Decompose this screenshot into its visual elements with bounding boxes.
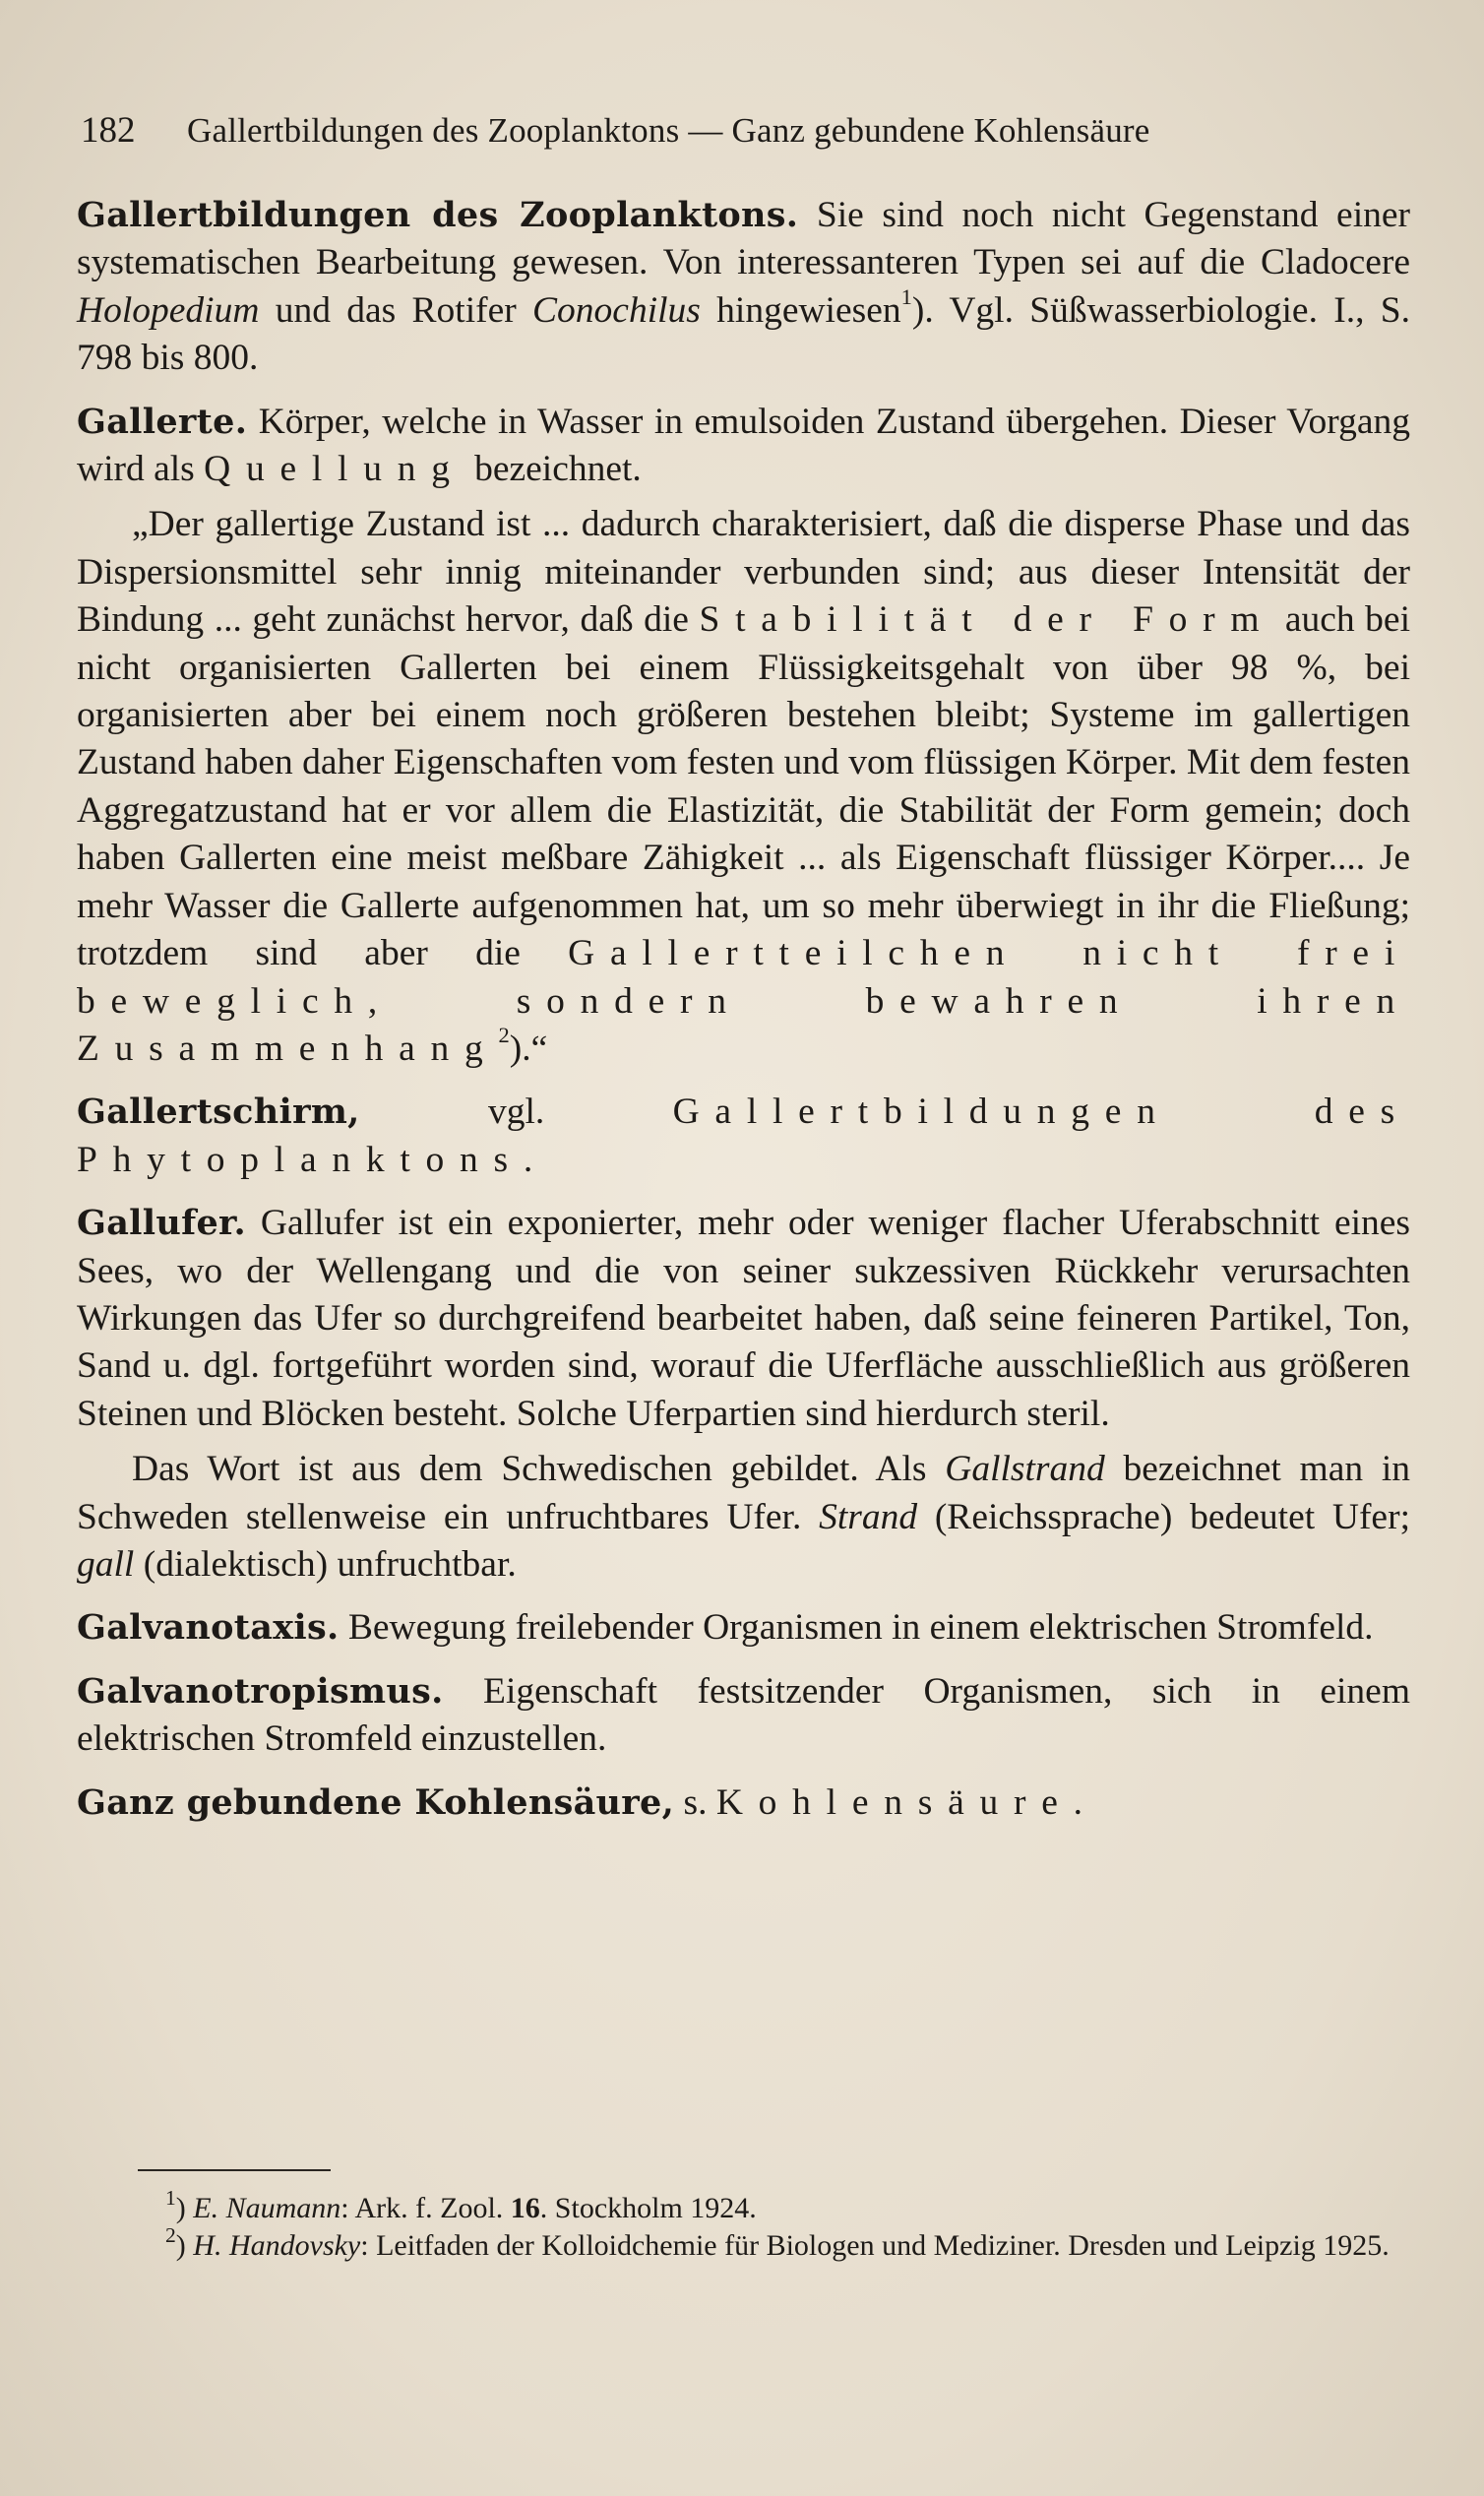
entry-gallufer-etymology: [77, 1446, 1410, 1589]
entry-text: s.: [674, 1781, 716, 1823]
page-body: [77, 192, 1410, 1842]
footnote-text: . Stockholm 1924.: [539, 2192, 757, 2224]
entry-text: hingewiesen: [700, 289, 901, 331]
footnote-marker: 2: [165, 2223, 176, 2248]
spaced-term: Gallertteilchen nicht frei beweglich, sondern bewahren ihren Zusammenhang: [77, 933, 1410, 1069]
entry-galvanotaxis: [77, 1604, 1410, 1652]
footnote-marker: 1: [165, 2186, 176, 2211]
spaced-term: Gallertbildungen des Phytoplanktons: [77, 1092, 1410, 1180]
entry-gallertschirm: [77, 1089, 1410, 1184]
entry-text: Gallufer ist ein exponierter, mehr oder weniger flacher Uferabschnitt eines Sees, wo der Wellengang und die von seiner sukzessiven Rückkehr verursachten Wirkungen das Ufer so durchgreifend bearbeitet haben, daß seine feineren Partikel, Ton, Sand u. dgl. fortgeführt worden sind, worauf die Uferfläche ausschließlich aus größeren Steinen und Blöcken besteht. Solche Uferpartien sind hierdurch steril.: [77, 1203, 1410, 1434]
page-number: 182: [81, 110, 136, 151]
entry-headword: Gallerte.: [77, 401, 248, 442]
entry-text: und das Rotifer: [259, 289, 533, 331]
italic-term: Gallstrand: [945, 1449, 1105, 1490]
entry-text: Das Wort ist aus dem Schwedischen gebildet. Als: [132, 1449, 946, 1490]
italic-term: gall: [77, 1543, 135, 1585]
footnote-ref: 1: [900, 283, 912, 309]
footnote-volume: 16: [510, 2192, 540, 2224]
entry-gallerte-quote: [77, 501, 1410, 1073]
footnote-1: $^1$) E. Naumann: Ark. f. Zool. 16. Stockholm 1924.: [165, 2186, 757, 2224]
entry-text: .: [523, 1139, 533, 1180]
entry-gallerte: [77, 399, 1410, 494]
entry-text: Bewegung freilebender Organismen in einem elektrischen Stromfeld.: [339, 1607, 1374, 1649]
entry-galvanotropismus: [77, 1668, 1410, 1764]
footnote-author: H. Handovsky: [193, 2229, 361, 2262]
entry-text: bezeichnet man in Schweden stellenweise ein unfruchtbares Ufer.: [77, 1449, 1410, 1537]
entry-text: Sie sind noch nicht Gegenstand einer systematischen Bearbeitung gewesen. Von interessanteren Typen sei auf die Cladocere: [77, 195, 1410, 283]
footnote-text: : Ark. f. Zool.: [340, 2192, 511, 2224]
genus-name: Conochilus: [532, 289, 701, 331]
entry-text: (Reichssprache) bedeutet Ufer;: [917, 1496, 1410, 1537]
entry-text: .: [1073, 1781, 1082, 1823]
footnote-text: : Leitfaden der Kolloidchemie für Biologen und Mediziner. Dresden und Leipzig 1925.: [360, 2229, 1390, 2262]
entry-ganz-gebundene-kohlensaeure: [77, 1779, 1410, 1827]
entry-headword: Galvanotaxis.: [77, 1607, 340, 1649]
entry-text: Körper, welche in Wasser in emulsoiden Zustand übergehen. Dieser Vorgang wird als: [77, 401, 1410, 490]
spaced-term: Quellung: [204, 449, 465, 490]
running-title: Gallertbildungen des Zooplanktons — Ganz gebundene Kohlensäure: [187, 111, 1150, 150]
entry-text: bezeichnet.: [464, 449, 642, 490]
entry-headword: Gallertbildungen des Zooplanktons.: [77, 195, 799, 235]
footnotes: [67, 2186, 1410, 2265]
footnote-ref: 2: [498, 1022, 510, 1047]
entry-text: (dialektisch) unfruchtbar.: [134, 1543, 517, 1585]
entry-text: ). Vgl. Süßwasserbiologie. I., S. 798 bis 800.: [77, 289, 1410, 379]
entry-headword: Gallufer.: [77, 1203, 247, 1244]
page-header: [81, 106, 1301, 156]
spaced-term: Stabilität der Form: [699, 599, 1275, 641]
entry-text: Eigenschaft festsitzender Organismen, sich in einem elektrischen Stromfeld einzustellen.: [77, 1670, 1410, 1760]
spaced-term: Kohlensäure: [715, 1781, 1074, 1823]
entry-gallertbildungen-zooplankton: [77, 192, 1410, 383]
genus-name: Holopedium: [77, 289, 260, 331]
entry-headword: Gallertschirm,: [77, 1092, 360, 1133]
quote-text: ).“: [509, 1028, 548, 1069]
footnote-rule: [138, 2169, 331, 2171]
italic-term: Strand: [819, 1496, 918, 1537]
entry-headword: Galvanotropismus.: [77, 1670, 444, 1712]
entry-headword: Ganz gebundene Kohlensäure,: [77, 1781, 675, 1823]
footnote-2: $^2$) H. Handovsky: Leitfaden der Kolloidchemie für Biologen und Mediziner. Dresden und Leipzig 1925.: [165, 2223, 1390, 2262]
footnote-author: E. Naumann: [193, 2192, 341, 2224]
entry-gallufer: [77, 1200, 1410, 1438]
quote-text: auch bei nicht organisierten Gallerten bei einem Flüssigkeitsgehalt von über 98 %, bei organisierten aber bei einem noch größeren bestehen bleibt; Systeme im gallertigen Zustand haben daher Eigenschaften vom festen und vom flüssigen Körper. Mit dem festen Aggregatzustand hat er vor allem die Elastizität, die Stabilität der Form gemein; doch haben Gallerten eine meist meßbare Zähigkeit ... als Eigenschaft flüssiger Körper.... Je mehr Wasser die Gallerte aufgenommen hat, um so mehr überwiegt in ihr die Fließung; trotzdem sind aber die: [77, 599, 1410, 974]
entry-text: vgl.: [359, 1092, 673, 1133]
quote-text: „Der gallertige Zustand ist ... dadurch charakterisiert, daß die disperse Phase und das Dispersionsmittel sehr innig miteinander verbunden sind; aus dieser Intensität der Bindung ... geht zunächst hervor, daß die: [77, 504, 1410, 641]
